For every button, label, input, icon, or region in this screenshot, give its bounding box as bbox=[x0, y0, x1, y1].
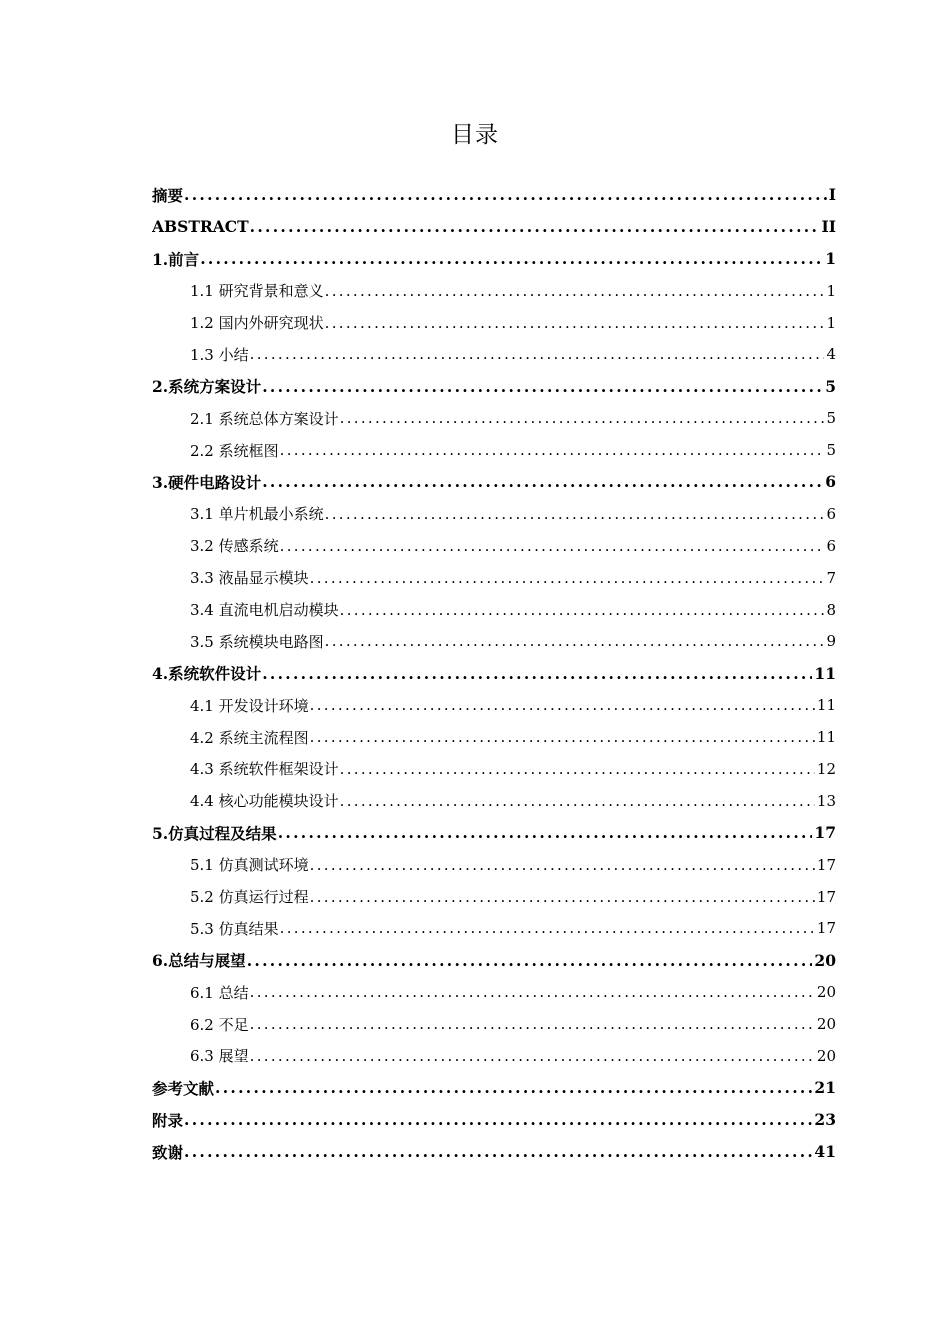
toc-dot-leader bbox=[215, 1078, 812, 1097]
toc-entry-label: 2.系统方案设计 bbox=[152, 377, 262, 397]
toc-dot-leader bbox=[184, 1142, 812, 1161]
toc-entry-label: 5.仿真过程及结果 bbox=[152, 823, 277, 843]
toc-page-number: 21 bbox=[814, 1078, 836, 1098]
toc-page-number: 20 bbox=[816, 983, 836, 1002]
toc-page-number: 6 bbox=[826, 536, 836, 555]
toc-entry-label: 3.1 单片机最小系统 bbox=[190, 505, 324, 524]
toc-entry-label: 1.2 国内外研究现状 bbox=[190, 314, 324, 332]
toc-page-number: 6 bbox=[825, 472, 836, 492]
toc-page-number: 41 bbox=[814, 1142, 836, 1162]
toc-page-number: 20 bbox=[816, 1015, 836, 1034]
toc-chapter-entry[interactable] bbox=[152, 179, 836, 211]
toc-section-entry[interactable] bbox=[152, 849, 836, 881]
toc-entry-label: 致谢 bbox=[152, 1142, 184, 1162]
toc-chapter-entry[interactable] bbox=[152, 1072, 836, 1104]
toc-section-entry[interactable] bbox=[152, 881, 836, 913]
toc-section-entry[interactable] bbox=[152, 625, 836, 657]
toc-entry-label: 3.2 传感系统 bbox=[190, 537, 279, 556]
toc-page-number: I bbox=[828, 185, 836, 205]
toc-entry-label: 4.系统软件设计 bbox=[152, 664, 262, 684]
toc-page-number: 17 bbox=[816, 887, 836, 906]
toc-dot-leader bbox=[340, 409, 825, 427]
toc-dot-leader bbox=[280, 919, 815, 937]
toc-dot-leader bbox=[184, 1110, 812, 1129]
toc-page-number: 20 bbox=[814, 950, 836, 970]
toc-dot-leader bbox=[250, 217, 820, 236]
toc-section-entry[interactable] bbox=[152, 753, 836, 785]
toc-page-number: 11 bbox=[816, 696, 836, 715]
toc-entry-label: 4.4 核心功能模块设计 bbox=[190, 792, 339, 811]
toc-section-entry[interactable] bbox=[152, 976, 836, 1008]
toc-section-entry[interactable] bbox=[152, 498, 836, 530]
toc-page-number: 5 bbox=[826, 409, 836, 428]
toc-section-entry[interactable] bbox=[152, 562, 836, 594]
toc-entry-label: 附录 bbox=[152, 1110, 184, 1130]
toc-entry-label: 5.1 仿真测试环境 bbox=[190, 856, 309, 875]
toc-section-entry[interactable] bbox=[152, 721, 836, 753]
table-of-contents bbox=[152, 179, 836, 1168]
toc-page-number: 4 bbox=[826, 345, 836, 364]
toc-entry-label: 5.2 仿真运行过程 bbox=[190, 888, 309, 907]
toc-entry-label: 5.3 仿真结果 bbox=[190, 919, 279, 938]
toc-entry-label: 4.2 系统主流程图 bbox=[190, 728, 309, 747]
toc-section-entry[interactable] bbox=[152, 594, 836, 626]
toc-page-number: 20 bbox=[816, 1046, 836, 1065]
toc-dot-leader bbox=[262, 472, 823, 491]
toc-entry-label: 3.3 液晶显示模块 bbox=[190, 569, 309, 588]
toc-page-number: 1 bbox=[826, 281, 836, 300]
toc-chapter-entry[interactable] bbox=[152, 1104, 836, 1136]
toc-dot-leader bbox=[250, 345, 825, 363]
toc-dot-leader bbox=[310, 569, 825, 587]
toc-page-number: 11 bbox=[814, 663, 836, 683]
toc-entry-label: ABSTRACT bbox=[152, 217, 249, 237]
toc-section-entry[interactable] bbox=[152, 1008, 836, 1040]
toc-page-number: 13 bbox=[816, 791, 836, 810]
toc-page-number: 1 bbox=[826, 313, 836, 332]
toc-dot-leader bbox=[340, 601, 825, 619]
toc-dot-leader bbox=[310, 856, 815, 874]
toc-section-entry[interactable] bbox=[152, 275, 836, 307]
toc-chapter-entry[interactable] bbox=[152, 370, 836, 402]
toc-dot-leader bbox=[280, 441, 825, 459]
toc-dot-leader bbox=[325, 505, 825, 523]
toc-section-entry[interactable] bbox=[152, 307, 836, 339]
toc-chapter-entry[interactable] bbox=[152, 243, 836, 275]
toc-entry-label: 4.3 系统软件框架设计 bbox=[190, 760, 339, 779]
toc-page-number: 9 bbox=[826, 632, 836, 651]
toc-chapter-entry[interactable] bbox=[152, 466, 836, 498]
toc-entry-label: 3.硬件电路设计 bbox=[152, 472, 262, 492]
toc-section-entry[interactable] bbox=[152, 689, 836, 721]
toc-page-number: 12 bbox=[816, 759, 836, 778]
toc-page-number: 11 bbox=[816, 728, 836, 747]
toc-chapter-entry[interactable] bbox=[152, 1136, 836, 1168]
toc-dot-leader bbox=[262, 664, 812, 683]
toc-dot-leader bbox=[310, 728, 815, 746]
toc-page-number: II bbox=[821, 217, 836, 237]
toc-entry-label: 3.5 系统模块电路图 bbox=[190, 632, 324, 651]
toc-dot-leader bbox=[325, 282, 825, 300]
toc-dot-leader bbox=[250, 983, 815, 1001]
toc-entry-label: 参考文献 bbox=[152, 1078, 215, 1098]
toc-dot-leader bbox=[340, 760, 815, 778]
toc-entry-label: 1.3 小结 bbox=[190, 345, 249, 364]
toc-page-number: 1 bbox=[825, 249, 836, 269]
toc-page-number: 17 bbox=[814, 823, 836, 843]
toc-dot-leader bbox=[247, 951, 813, 970]
toc-entry-label: 1.前言 bbox=[152, 249, 200, 269]
toc-section-entry[interactable] bbox=[152, 530, 836, 562]
toc-page-number: 7 bbox=[826, 568, 836, 587]
toc-section-entry[interactable] bbox=[152, 338, 836, 370]
toc-entry-label: 6.2 不足 bbox=[190, 1015, 249, 1034]
toc-dot-leader bbox=[200, 249, 823, 268]
toc-entry-label: 摘要 bbox=[152, 185, 184, 205]
toc-chapter-entry[interactable] bbox=[152, 944, 836, 976]
toc-chapter-entry[interactable] bbox=[152, 657, 836, 689]
toc-section-entry[interactable] bbox=[152, 1040, 836, 1072]
toc-dot-leader bbox=[325, 314, 825, 332]
toc-dot-leader bbox=[262, 377, 823, 396]
toc-page-number: 5 bbox=[825, 376, 836, 396]
toc-entry-label: 6.1 总结 bbox=[190, 983, 249, 1002]
toc-section-entry[interactable] bbox=[152, 434, 836, 466]
toc-dot-leader bbox=[325, 632, 825, 650]
toc-entry-label: 3.4 直流电机启动模块 bbox=[190, 601, 339, 620]
toc-dot-leader bbox=[340, 792, 815, 810]
toc-dot-leader bbox=[278, 823, 813, 842]
toc-chapter-entry[interactable] bbox=[152, 817, 836, 849]
toc-dot-leader bbox=[250, 1047, 815, 1065]
toc-dot-leader bbox=[310, 696, 815, 714]
toc-section-entry[interactable] bbox=[152, 402, 836, 434]
page-title: 目录 bbox=[451, 122, 499, 148]
toc-section-entry[interactable] bbox=[152, 785, 836, 817]
toc-section-entry[interactable] bbox=[152, 912, 836, 944]
toc-page-number: 6 bbox=[826, 504, 836, 523]
toc-entry-label: 2.1 系统总体方案设计 bbox=[190, 409, 339, 428]
toc-dot-leader bbox=[280, 537, 825, 555]
toc-chapter-entry[interactable] bbox=[152, 211, 836, 243]
toc-entry-label: 4.1 开发设计环境 bbox=[190, 696, 309, 715]
toc-entry-label: 1.1 研究背景和意义 bbox=[190, 282, 324, 301]
toc-dot-leader bbox=[310, 888, 815, 906]
toc-dot-leader bbox=[250, 1015, 815, 1033]
toc-page-number: 17 bbox=[816, 919, 836, 938]
toc-page-number: 5 bbox=[826, 441, 836, 460]
toc-page-number: 17 bbox=[816, 855, 836, 874]
toc-page-number: 23 bbox=[814, 1110, 836, 1130]
toc-entry-label: 6.3 展望 bbox=[190, 1047, 249, 1066]
toc-page-number: 8 bbox=[826, 600, 836, 619]
toc-dot-leader bbox=[184, 185, 827, 204]
toc-entry-label: 6.总结与展望 bbox=[152, 951, 246, 971]
toc-entry-label: 2.2 系统框图 bbox=[190, 441, 279, 460]
